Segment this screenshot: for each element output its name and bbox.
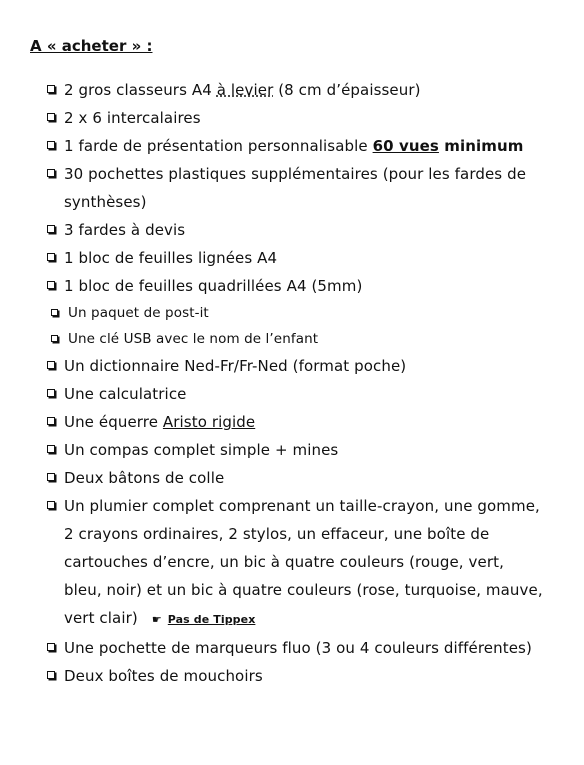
item-text: Une équerre	[64, 413, 163, 431]
item-text: Un compas complet simple + mines	[64, 441, 339, 459]
item-text: 2 gros classeurs A4	[64, 81, 217, 99]
checkbox-bullet-icon	[47, 113, 55, 121]
list-item	[0, 272, 584, 300]
item-text: Une pochette de marqueurs fluo (3 ou 4 couleurs différentes)	[64, 639, 532, 657]
list-item	[0, 492, 584, 634]
list-item	[0, 352, 584, 380]
checkbox-bullet-icon	[47, 85, 55, 93]
list-item	[0, 104, 584, 132]
list-item	[0, 464, 584, 492]
list-item	[0, 408, 584, 436]
item-text: minimum	[438, 137, 524, 155]
item-text: 2 x 6 intercalaires	[64, 109, 201, 127]
pointing-hand-icon: ☛	[151, 613, 162, 626]
checkbox-bullet-icon	[51, 335, 58, 342]
checkbox-bullet-icon	[47, 361, 55, 369]
item-text: 1 bloc de feuilles lignées A4	[64, 249, 278, 267]
checkbox-bullet-icon	[51, 309, 58, 316]
item-text: Deux bâtons de colle	[64, 469, 225, 487]
checkbox-bullet-icon	[47, 225, 55, 233]
checkbox-bullet-icon	[47, 281, 55, 289]
list-item	[0, 634, 584, 662]
list-item	[0, 326, 584, 352]
checkbox-bullet-icon	[47, 445, 55, 453]
list-item	[0, 76, 584, 104]
item-text: 1 bloc de feuilles quadrillées A4 (5mm)	[64, 277, 363, 295]
supply-list	[0, 76, 584, 690]
checkbox-bullet-icon	[47, 169, 55, 177]
item-text: 1 farde de présentation personnalisable	[64, 137, 373, 155]
item-text: Un dictionnaire Ned-Fr/Fr-Ned (format poche)	[64, 357, 407, 375]
item-text: Un paquet de post-it	[68, 305, 209, 321]
item-text: Deux boîtes de mouchoirs	[64, 667, 263, 685]
checkbox-bullet-icon	[47, 473, 55, 481]
item-note: Pas de Tippex	[167, 613, 256, 626]
checkbox-bullet-icon	[47, 643, 55, 651]
checkbox-bullet-icon	[47, 141, 55, 149]
item-text: 60 vues	[372, 137, 439, 155]
list-item	[0, 436, 584, 464]
checkbox-bullet-icon	[47, 501, 55, 509]
list-item	[0, 132, 584, 160]
item-text: (8 cm d’épaisseur)	[273, 81, 421, 99]
list-item	[0, 160, 584, 216]
list-item	[0, 216, 584, 244]
list-item	[0, 380, 584, 408]
list-item	[0, 662, 584, 690]
item-text: 3 fardes à devis	[64, 221, 186, 239]
checkbox-bullet-icon	[47, 253, 55, 261]
item-text: Aristo rigide	[162, 413, 256, 431]
list-item	[0, 244, 584, 272]
checkbox-bullet-icon	[47, 417, 55, 425]
item-text: 30 pochettes plastiques supplémentaires (pour les fardes de synthèses)	[64, 165, 527, 211]
item-text: Une clé USB avec le nom de l’enfant	[68, 331, 319, 347]
checkbox-bullet-icon	[47, 671, 55, 679]
item-text: Une calculatrice	[64, 385, 187, 403]
checkbox-bullet-icon	[47, 389, 55, 397]
item-text: à levier	[216, 81, 274, 99]
page-title: A « acheter » :	[30, 37, 153, 55]
list-item	[0, 300, 584, 326]
item-text: Un plumier complet comprenant un taille-crayon, une gomme, 2 crayons ordinaires, 2 stylos, un effaceur, une boîte de cartouches d’encre, un bic à quatre couleurs (rouge, vert, bleu, noir) et un bic à quatre couleurs (rose, turquoise, mauve, vert clair)	[64, 497, 543, 627]
